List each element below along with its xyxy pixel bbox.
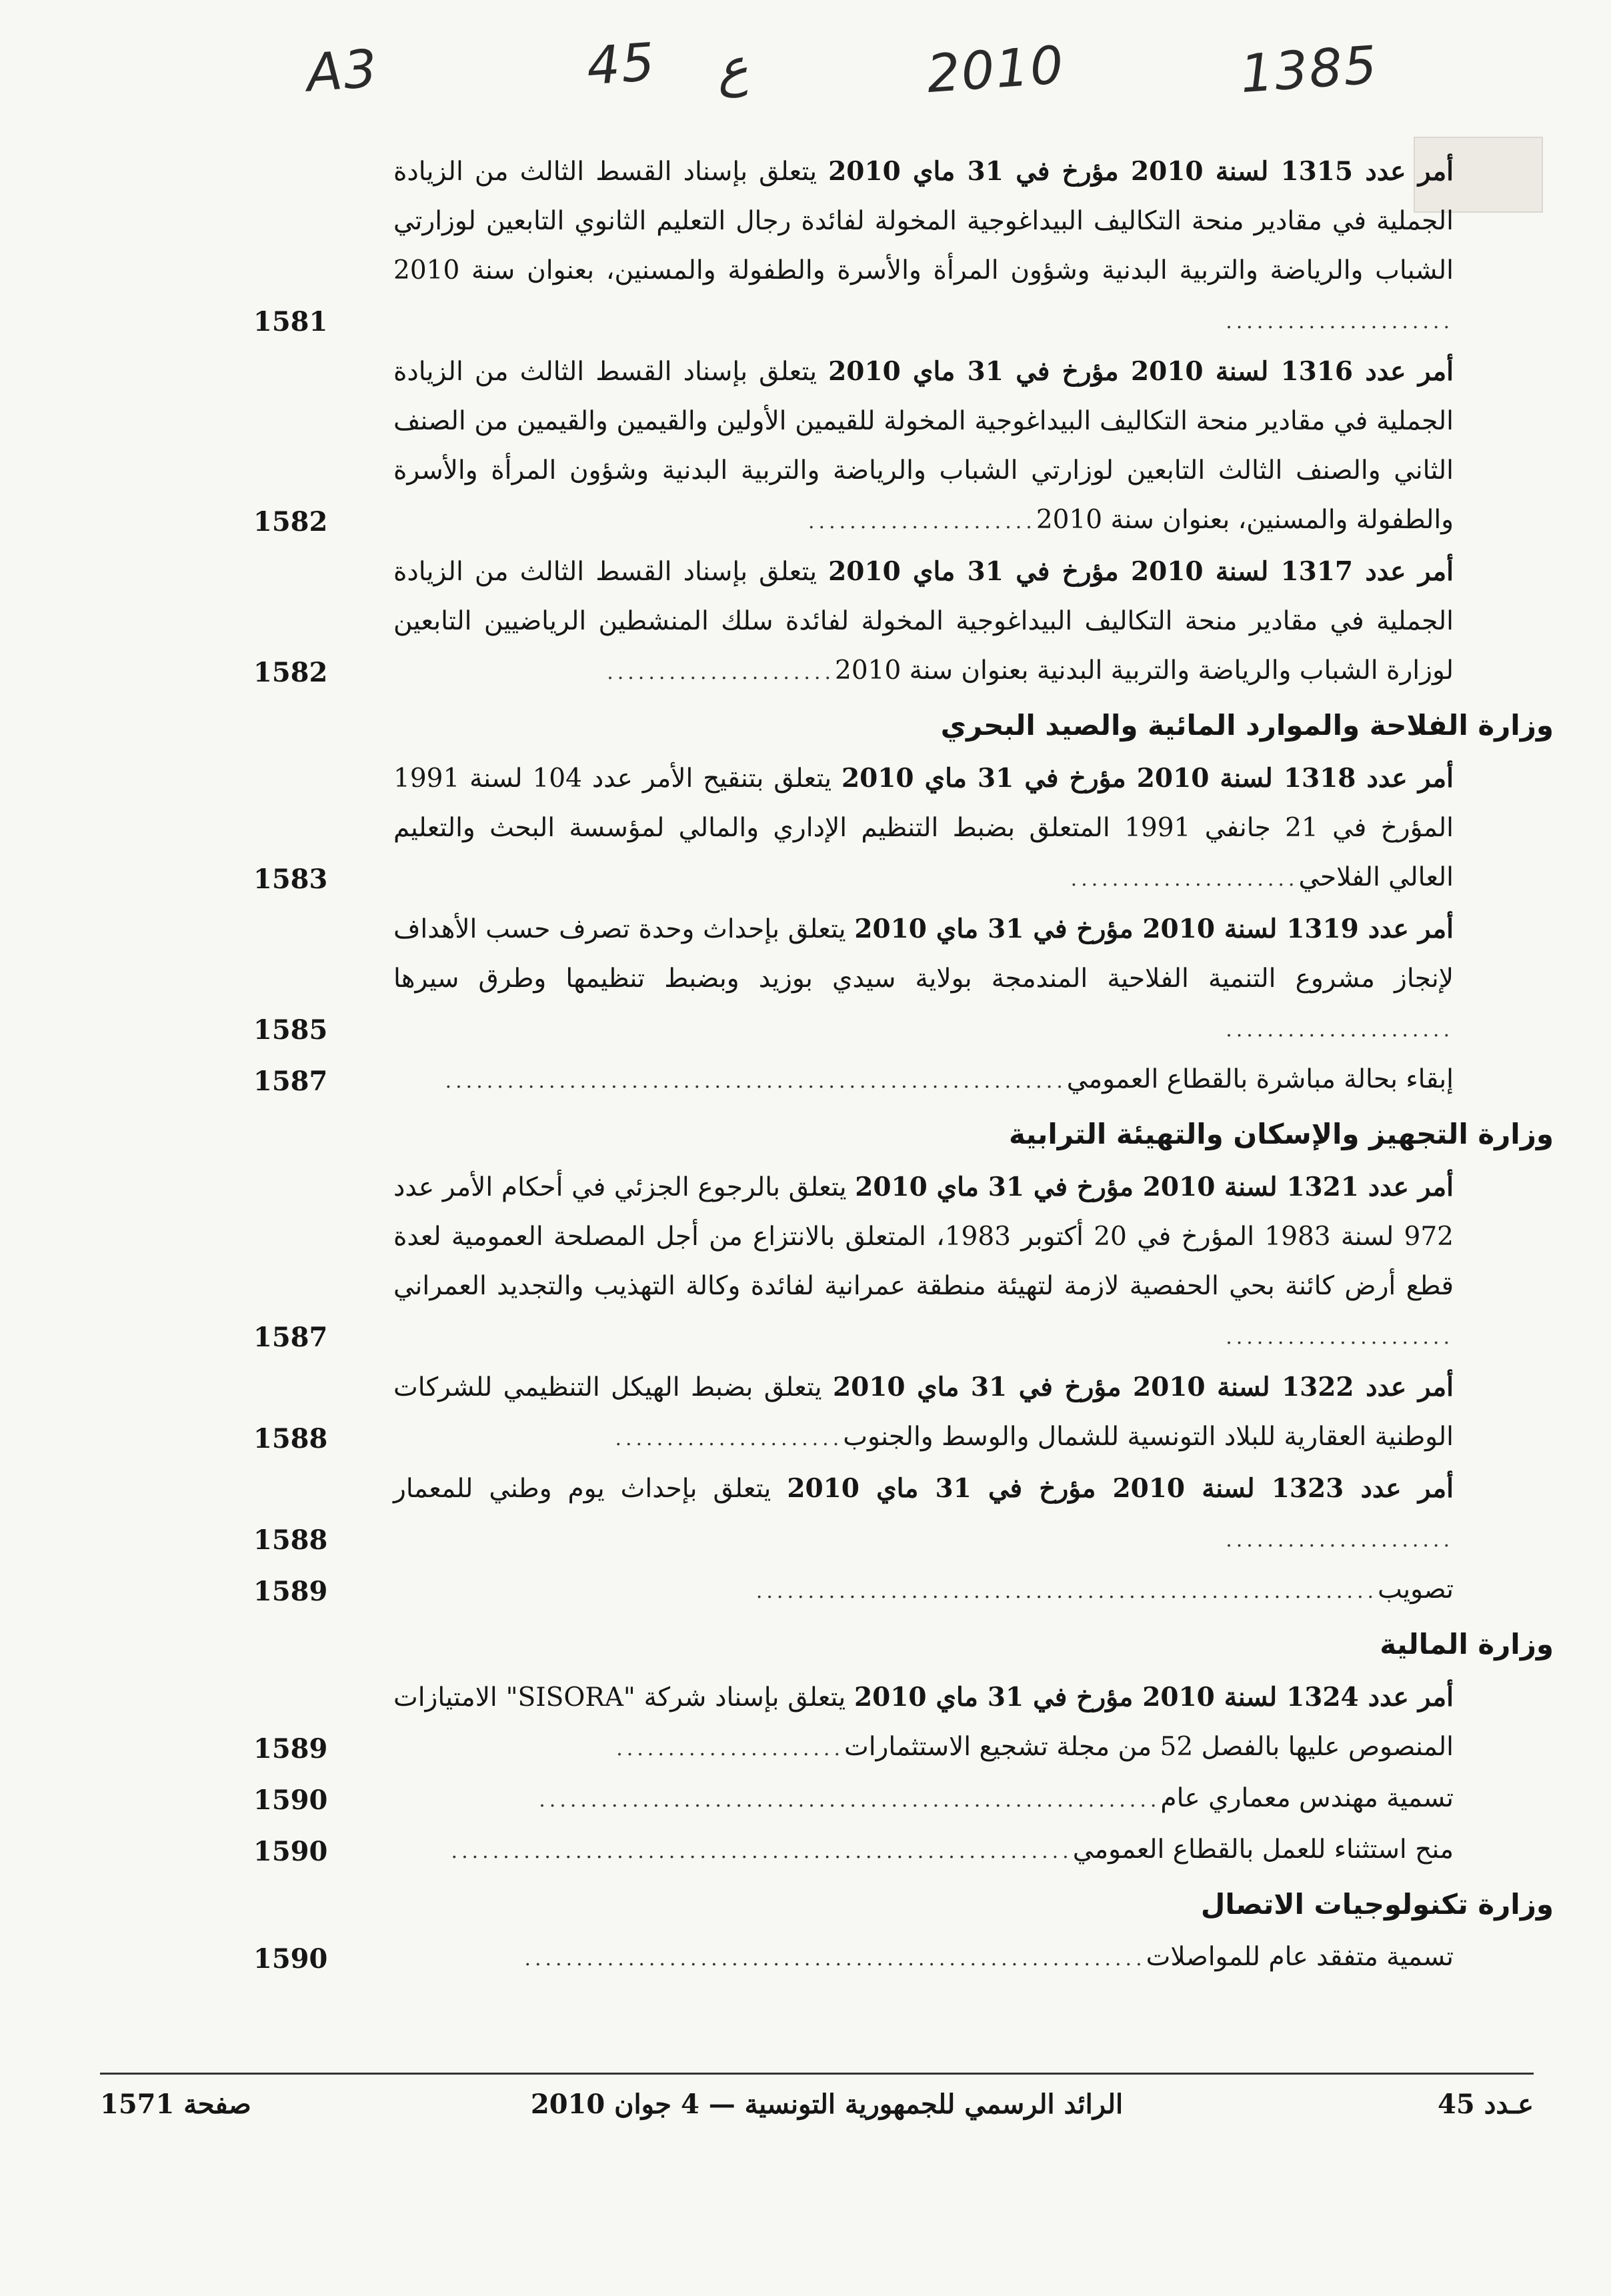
leader-dots: ...................... — [615, 1427, 844, 1450]
toc-page-number: 1589 — [253, 1733, 328, 1765]
decree-reference: أمر عدد 1323 لسنة 2010 مؤرخ في 31 ماي 2010 — [787, 1473, 1454, 1504]
page-footer — [100, 2089, 1534, 2129]
table-of-contents — [253, 147, 1554, 1984]
toc-decree-item — [253, 754, 1554, 904]
toc-item-text — [393, 1162, 1454, 1362]
toc-decree-item — [253, 1464, 1554, 1565]
ministry-heading: وزارة الفلاحة والموارد المائية والصيد البحري — [940, 709, 1554, 742]
decree-reference: أمر عدد 1319 لسنة 2010 مؤرخ في 31 ماي 2010 — [854, 914, 1454, 944]
toc-item-description: يتعلق بضبط الهيكل التنظيمي للشركات الوطنية العقارية للبلاد التونسية للشمال والوسط والجنوب — [393, 1372, 1454, 1452]
toc-item-description: تصويب — [1378, 1574, 1454, 1604]
toc-item-text — [393, 1055, 1454, 1106]
toc-page-number: 1589 — [253, 1576, 328, 1607]
toc-item-description: إبقاء بحالة مباشرة بالقطاع العمومي — [1066, 1064, 1454, 1094]
footer-rule — [100, 2073, 1534, 2075]
footer-page: صفحة 1571 — [100, 2089, 251, 2120]
decree-reference: أمر عدد 1324 لسنة 2010 مؤرخ في 31 ماي 2010 — [854, 1682, 1454, 1712]
toc-decree-item — [253, 904, 1554, 1055]
toc-item-text — [393, 1825, 1454, 1877]
toc-page-number: 1585 — [253, 1014, 328, 1046]
toc-page-number: 1590 — [253, 1785, 328, 1816]
toc-page-number: 1583 — [253, 864, 328, 895]
toc-page-number: 1588 — [253, 1524, 328, 1556]
toc-page-number: 1587 — [253, 1322, 328, 1353]
leader-dots: ...................... — [1070, 868, 1299, 891]
toc-page-number: 1582 — [253, 657, 328, 688]
decree-reference: أمر عدد 1321 لسنة 2010 مؤرخ في 31 ماي 2010 — [855, 1172, 1454, 1202]
toc-item-text — [393, 547, 1454, 698]
toc-item-text — [393, 1672, 1454, 1774]
toc-plain-item — [253, 1565, 1554, 1616]
handwriting-c: ع — [714, 37, 750, 99]
toc-item-text — [393, 1464, 1454, 1565]
leader-dots: ...................... — [1226, 1018, 1454, 1042]
toc-decree-item — [253, 547, 1554, 698]
footer-journal: الرائد الرسمي للجمهورية التونسية — 4 جوان 2010 — [530, 2089, 1124, 2120]
toc-item-description: تسمية مهندس معماري عام — [1160, 1783, 1454, 1813]
toc-plain-item — [253, 1933, 1554, 1984]
toc-item-description: يتعلق بالرجوع الجزئي في أحكام الأمر عدد 972 لسنة 1983 المؤرخ في 20 أكتوبر 1983، المتعلق بالانتزاع من أجل المصلحة العمومية لعدة قطع أرض كائنة بحي الحفصية لازمة لتهيئة منطقة عمرانية لفائدة وكالة التهذيب والتجديد العمراني — [393, 1172, 1454, 1301]
leader-dots: ...................... — [1226, 1528, 1454, 1552]
toc-decree-item — [253, 1162, 1554, 1362]
ministry-heading: وزارة المالية — [1380, 1628, 1554, 1660]
toc-decree-item — [253, 1672, 1554, 1774]
ministry-heading: وزارة التجهيز والإسكان والتهيئة الترابية — [1009, 1118, 1554, 1150]
leader-dots: ...................... — [808, 510, 1036, 533]
leader-dots: ............................................................ — [451, 1840, 1073, 1863]
toc-plain-item — [253, 1055, 1554, 1106]
footer-issue: عـدد 45 — [1438, 2089, 1534, 2120]
toc-item-description: منح استثناء للعمل بالقطاع العمومي — [1072, 1835, 1454, 1865]
leader-dots: ............................................................ — [539, 1789, 1161, 1812]
handwritten-annotations — [0, 32, 1611, 121]
leader-dots: ............................................................ — [524, 1947, 1146, 1971]
leader-dots: ............................................................ — [755, 1580, 1378, 1603]
toc-page-number: 1588 — [253, 1423, 328, 1454]
toc-item-description: يتعلق بإسناد القسط الثالث من الزيادة الجملية في مقادير منحة التكاليف البيداغوجية المخولة للقيمين الأولين والقيمين والقيمين من الصنف الثاني والصنف الثالث التابعين لوزارتي الشباب والرياضة والتربية البدنية وشؤون المرأة والأسرة والطفولة والمسنين، بعنوان سنة 2010 — [393, 357, 1454, 535]
leader-dots: ...................... — [1226, 1326, 1454, 1349]
ministry-heading: وزارة تكنولوجيات الاتصال — [1200, 1888, 1554, 1921]
toc-item-description: يتعلق بإحداث يوم وطني للمعمار — [393, 1474, 787, 1504]
toc-item-text — [393, 1933, 1454, 1984]
toc-decree-item — [253, 147, 1554, 347]
decree-reference: أمر عدد 1318 لسنة 2010 مؤرخ في 31 ماي 2010 — [842, 763, 1454, 794]
toc-item-text — [393, 147, 1454, 347]
toc-page-number: 1590 — [253, 1836, 328, 1867]
toc-plain-item — [253, 1774, 1554, 1825]
toc-decree-item — [253, 347, 1554, 547]
toc-page-number: 1587 — [253, 1066, 328, 1097]
toc-item-text — [393, 754, 1454, 904]
toc-item-description: يتعلق بتنقيح الأمر عدد 104 لسنة 1991 المؤرخ في 21 جانفي 1991 المتعلق بضبط التنظيم الإداري والمالي لمؤسسة البحث والتعليم العالي الفلاحي — [393, 764, 1454, 892]
toc-plain-item — [253, 1825, 1554, 1877]
toc-page-number: 1581 — [253, 306, 328, 337]
toc-item-description: تسمية متفقد عام للمواصلات — [1146, 1942, 1454, 1972]
decree-reference: أمر عدد 1322 لسنة 2010 مؤرخ في 31 ماي 2010 — [833, 1372, 1454, 1402]
toc-item-text — [393, 1362, 1454, 1464]
decree-reference: أمر عدد 1315 لسنة 2010 مؤرخ في 31 ماي 2010 — [828, 156, 1454, 187]
toc-item-text — [393, 904, 1454, 1055]
handwriting-d: 2010 — [925, 35, 1067, 105]
toc-item-description: يتعلق بإسناد القسط الثالث من الزيادة الجملية في مقادير منحة التكاليف البيداغوجية المخولة لفائدة رجال التعليم الثانوي التابعين لوزارتي الشباب والرياضة والتربية البدنية وشؤون المرأة والأسرة والطفولة والمسنين، بعنوان سنة 2010 — [393, 157, 1454, 285]
leader-dots: ...................... — [1226, 310, 1454, 333]
toc-item-description: يتعلق بإسناد القسط الثالث من الزيادة الجملية في مقادير منحة التكاليف البيداغوجية المخولة لفائدة سلك المنشطين الرياضيين التابعين لوزارة الشباب والرياضة والتربية البدنية بعنوان سنة 2010 — [393, 557, 1454, 686]
toc-item-text — [393, 1774, 1454, 1825]
toc-item-text — [393, 1565, 1454, 1616]
decree-reference: أمر عدد 1317 لسنة 2010 مؤرخ في 31 ماي 2010 — [828, 556, 1454, 587]
leader-dots: ...................... — [607, 661, 835, 684]
toc-page-number: 1590 — [253, 1943, 328, 1975]
toc-item-description: يتعلق بإسناد شركة "SISORA" الامتيازات المنصوص عليها بالفصل 52 من مجلة تشجيع الاستثمارات — [393, 1682, 1454, 1762]
leader-dots: ............................................................ — [445, 1070, 1067, 1093]
leader-dots: ...................... — [616, 1737, 844, 1761]
toc-item-description: يتعلق بإحداث وحدة تصرف حسب الأهداف لإنجاز مشروع التنمية الفلاحية المندمجة بولاية سيدي بوزيد وبضبط تنظيمها وطرق سيرها — [393, 914, 1454, 994]
toc-page-number: 1582 — [253, 506, 328, 537]
toc-decree-item — [253, 1362, 1554, 1464]
handwriting-b: 45 — [584, 32, 658, 97]
handwriting-a: A3 — [304, 39, 380, 104]
handwriting-e: 1385 — [1238, 35, 1380, 105]
toc-item-text — [393, 347, 1454, 547]
decree-reference: أمر عدد 1316 لسنة 2010 مؤرخ في 31 ماي 2010 — [828, 356, 1454, 387]
